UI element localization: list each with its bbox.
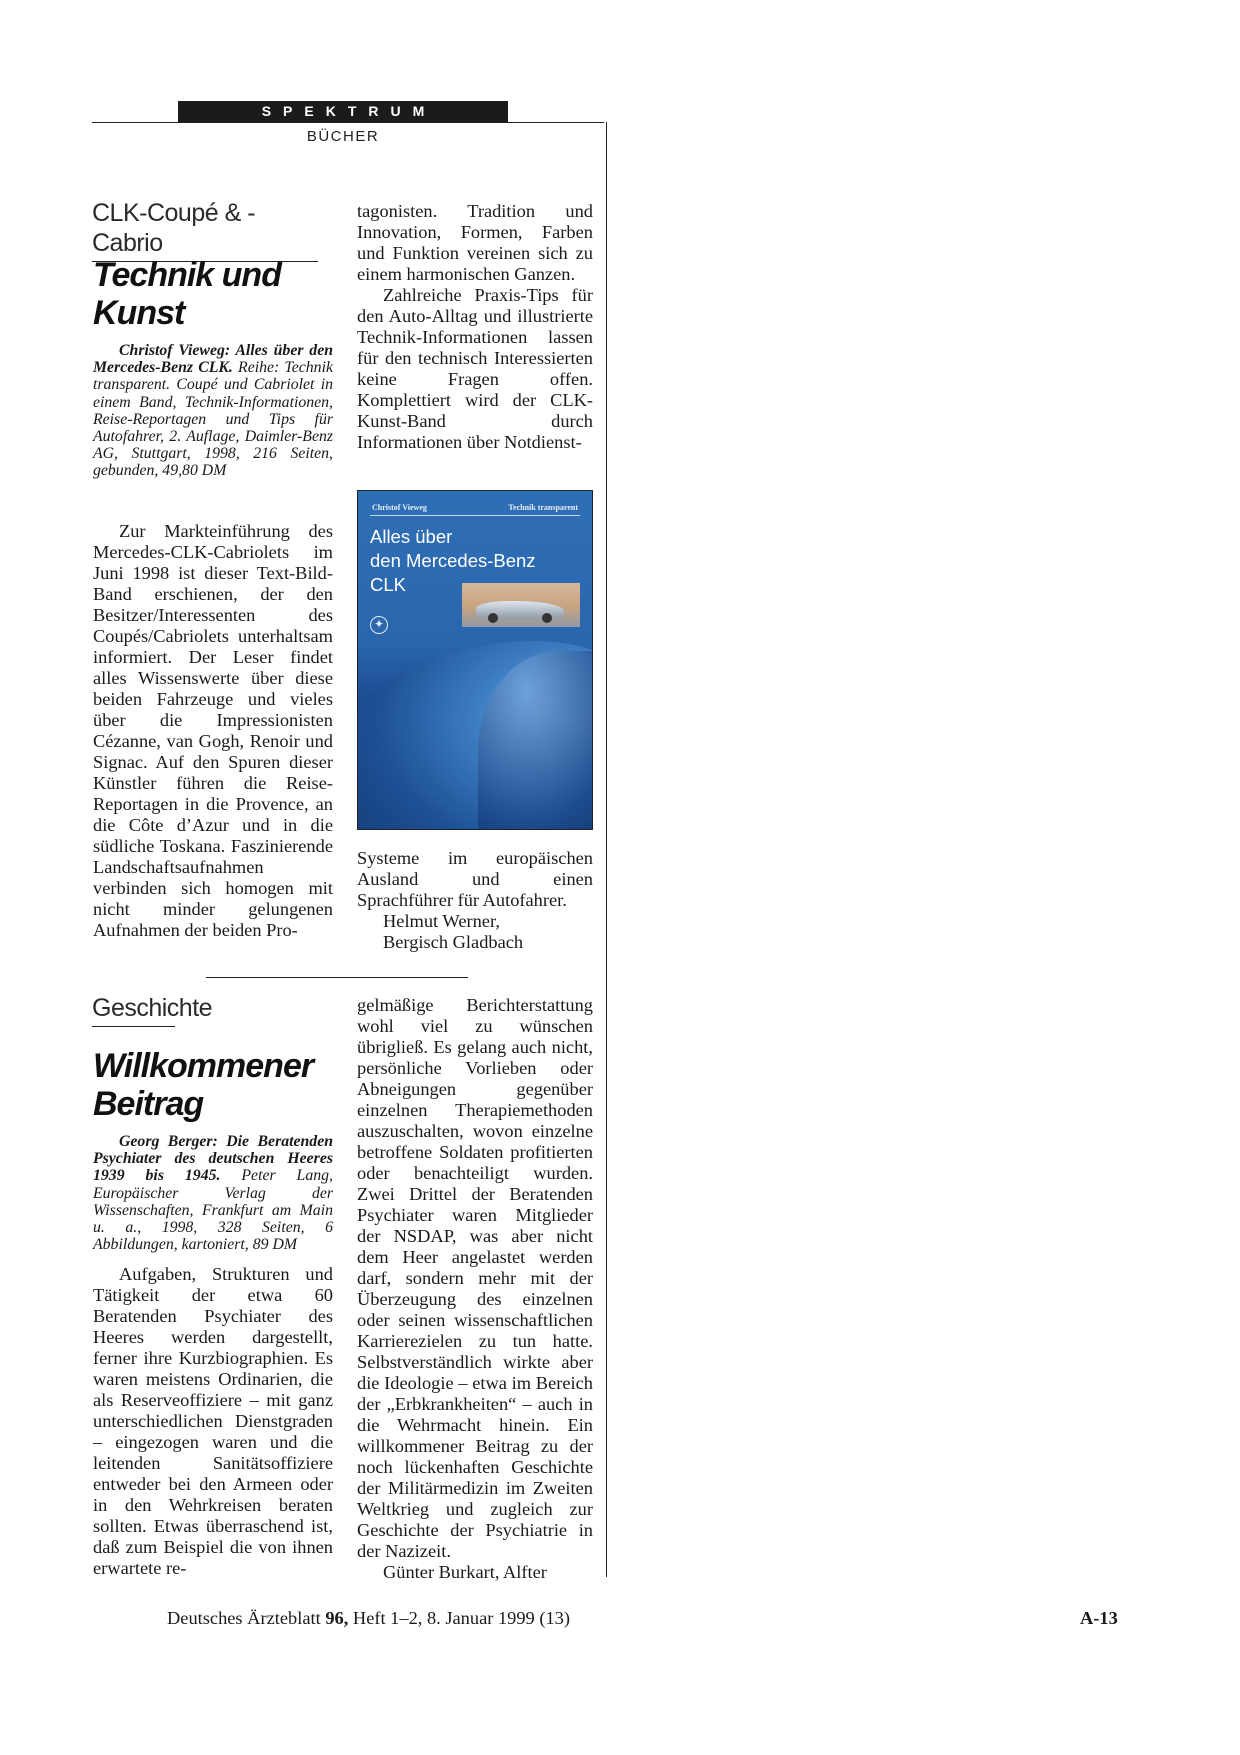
article2-biblio-details: Peter Lang, Europäischer Verlag der Wissenschaften, Frankfurt am Main u. a., 1998, 328 Seiten, 6 Abbildungen, kartoniert, 89 DM	[93, 1167, 333, 1254]
article1-body-col2-end	[357, 848, 593, 953]
article1-biblio-author-title: Christof Vieweg: Alles über den Mercedes-Benz CLK.	[93, 342, 333, 377]
page-number: A-13	[1080, 1608, 1118, 1628]
article2-kicker-rule	[92, 1026, 175, 1027]
footer-journal: Deutsches Ärzteblatt	[167, 1608, 326, 1628]
article1-kicker: CLK-Coupé & -Cabrio	[92, 199, 256, 257]
article2-author: Günter Burkart, Alfter	[383, 1562, 547, 1582]
article1-headline: Technik und Kunst	[93, 256, 281, 332]
article1-kicker-block	[92, 198, 320, 262]
cover-author: Christof Vieweg	[372, 503, 427, 512]
section-title: SPEKTRUM	[178, 101, 508, 122]
cover-title-line: Alles über	[370, 526, 453, 547]
column-divider	[606, 122, 607, 1577]
article2-kicker-block	[92, 993, 320, 1027]
header-rule	[92, 122, 604, 123]
article2-paragraph: Aufgaben, Strukturen und Tätigkeit der etwa 60 Beratenden Psychiater des Heeres werden dargestellt, ferner ihre Kurzbiographien. Es waren meistens Ordinarien, die als Reserveoffiziere – mit ganz unterschiedlichen Dienstgraden – eingezogen waren und die leitenden Sanitätsoffiziere entweder bei den Armeen oder in den Wehrkreisen beraten sollten. Etwas überraschend ist, daß zum Beispiel die von ihnen erwartete re-	[93, 1264, 333, 1578]
cover-series: Technik transparent	[508, 503, 578, 512]
footer-citation	[167, 1608, 570, 1629]
cover-rule	[370, 515, 580, 516]
article1-author: Helmut Werner,	[383, 911, 500, 931]
footer-issue: Heft 1–2, 8. Januar 1999 (13)	[348, 1608, 570, 1628]
article2-body-col1	[93, 1264, 333, 1579]
cover-title-line: CLK	[370, 574, 406, 595]
article1-bibliography	[93, 342, 333, 480]
book-cover-image	[357, 490, 593, 830]
car-wheel	[542, 613, 552, 623]
car-wheel	[488, 613, 498, 623]
article2-paragraph: gelmäßige Berichterstattung wohl viel zu wünschen übrigließ. Es gelang auch nicht, persönliche Vorlieben oder Abneigungen gegenüber einzelnen Therapiemethoden auszuschalten, wovon einzelne betroffene Soldaten profitierten oder benachteiligt wurden. Zwei Drittel der Beratenden Psychiater waren Mitglieder der NSDAP, was aber nicht dem Heer angelastet werden darf, sondern mehr mit der Überzeugung des einzelnen oder seinen wissenschaftlichen Karrierezielen zu tun hatte. Selbstverständlich wirkte aber die Ideologie – etwa im Bereich der „Erbkrankheiten“ – auch in die Wehrmacht hinein. Ein willkommener Beitrag zu der noch lückenhaften Geschichte der Militärmedizin im Zweiten Weltkrieg und zugleich zur Geschichte der Psychiatrie in der Nazizeit.	[357, 995, 593, 1561]
cover-car-photo	[462, 583, 580, 627]
article-separator	[206, 977, 468, 978]
cover-title-line: den Mercedes-Benz	[370, 550, 536, 571]
article1-body-col1	[93, 521, 333, 941]
subsection-title: BÜCHER	[306, 128, 380, 145]
article2-headline: Willkommener Beitrag	[93, 1047, 314, 1123]
article1-author-place: Bergisch Gladbach	[383, 932, 524, 952]
article1-paragraph: Systeme im europäischen Ausland und einen Sprachführer für Autofahrer.	[357, 848, 593, 910]
article1-paragraph: tagonisten. Tradition und Innovation, Formen, Farben und Funktion vereinen sich zu einem harmonischen Ganzen.	[357, 201, 593, 284]
article2-biblio-author-title: Georg Berger: Die Beratenden Psychiater des deutschen Heeres 1939 bis 1945.	[93, 1133, 333, 1185]
article2-body-col2	[357, 995, 593, 1583]
article1-paragraph: Zur Markteinführung des Mercedes-CLK-Cabriolets im Juni 1998 ist dieser Text-Bild-Band erschienen, der den Besitzer/Interessenten des Coupés/Cabriolets unterhaltsam informiert. Der Leser findet alles Wissenswerte über diese beiden Fahrzeuge und vieles über die Impressionisten Cézanne, van Gogh, Renoir und Signac. Auf den Spuren dieser Künstler führen die Reise-Reportagen in die Provence, an die Côte d’Azur und in die südliche Toskana. Faszinierende Landschaftsaufnahmen verbinden sich homogen mit nicht minder gelungenen Aufnahmen der beiden Pro-	[93, 521, 333, 940]
article1-biblio-details: Reihe: Technik transparent. Coupé und Cabriolet in einem Band, Technik-Informationen, Reise-Reportagen und Tips für Autofahrer, 2. Auflage, Daimler-Benz AG, Stuttgart, 1998, 216 Seiten, gebunden, 49,80 DM	[93, 359, 333, 480]
footer-volume: 96,	[325, 1608, 349, 1628]
article2-bibliography	[93, 1133, 333, 1253]
article1-paragraph: Zahlreiche Praxis-Tips für den Auto-Alltag und illustrierte Technik-Informationen lassen für den technisch Interessierten keine Fragen offen. Komplettiert wird der CLK-Kunst-Band durch Informationen über Notdienst-	[357, 285, 593, 452]
mercedes-star-icon: ✦	[370, 616, 388, 634]
article1-body-col2	[357, 201, 593, 453]
article2-kicker: Geschichte	[92, 994, 213, 1022]
